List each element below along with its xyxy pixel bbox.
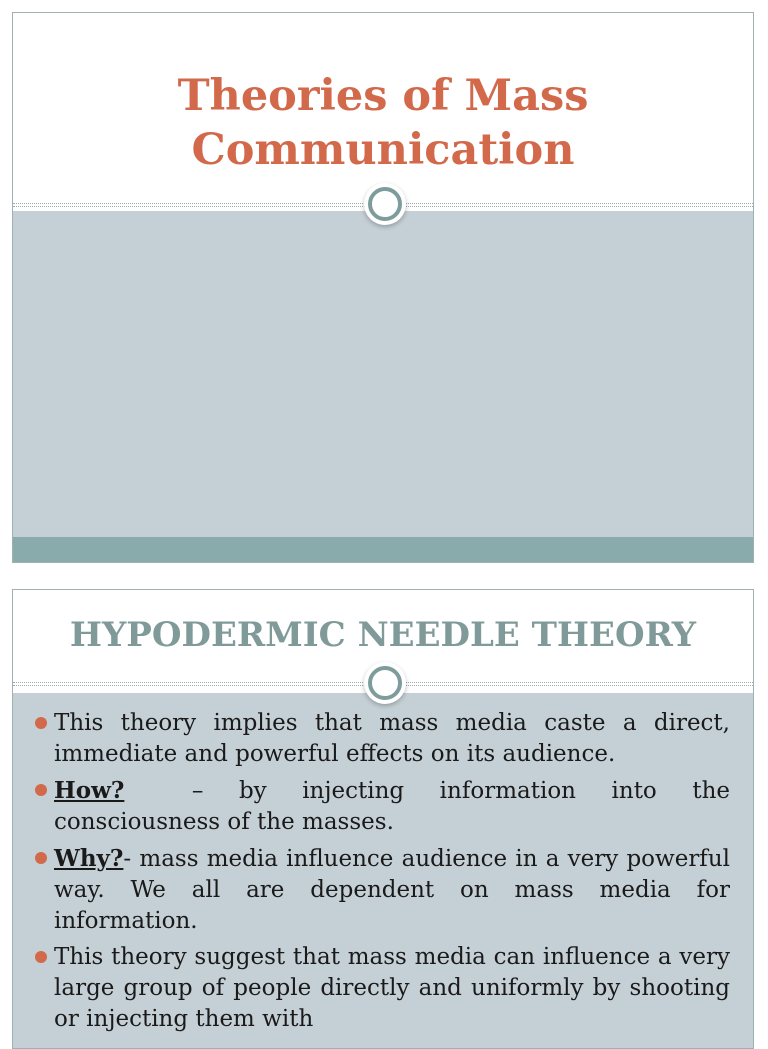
bottom-band [13,537,753,563]
bullet-text: - mass media influence audience in a very powerful way. We all are dependent on mass media for information. [54,846,730,934]
content-slide [12,589,754,1049]
bullet-item [13,843,753,937]
bullet-lead: How? [54,777,125,804]
bullet-item [13,775,753,838]
slide-title [13,69,753,177]
bullet-dot-icon [35,784,47,796]
bullet-item [13,942,753,1035]
bullet-lead: Why? [54,845,124,872]
title-slide [12,12,754,563]
slide-body-area [13,211,753,537]
bullet-text: This theory implies that mass media caste a direct, immediate and powerful effects on its audience. [54,710,730,767]
ring-ornament-icon [368,187,402,221]
slide-title-line-2: Communication [191,125,575,175]
slide-heading: HYPODERMIC NEEDLE THEORY [69,615,697,655]
bullet-dot-icon [35,951,47,963]
bullet-dot-icon [35,717,47,729]
bullet-text: – by injecting information into the consciousness of the masses. [54,778,730,835]
bullet-item [13,708,753,770]
slide-title-line-1: Theories of Mass [177,71,589,121]
bullet-list [13,708,753,1040]
title-area [13,13,753,203]
bullet-dot-icon [35,852,47,864]
bullet-text: This theory suggest that mass media can influence a very large group of people directly and uniformly by shooting or injecting them with [54,944,730,1032]
ring-ornament-icon [368,666,402,700]
